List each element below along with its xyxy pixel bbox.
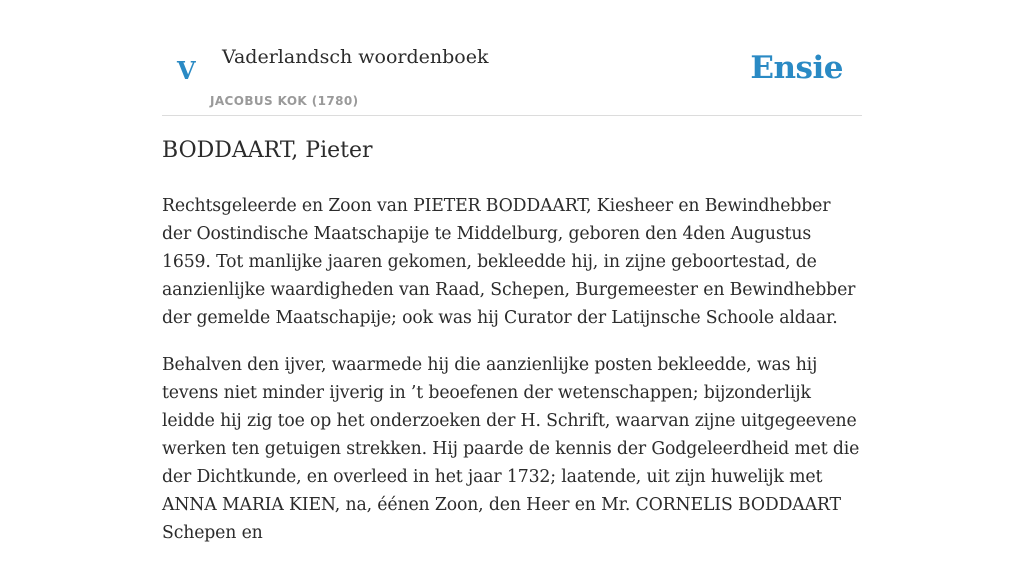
book-author: JACOBUS KOK (1780) <box>210 94 359 108</box>
ensie-logo-link[interactable]: Ensie <box>750 50 843 86</box>
page <box>162 0 862 543</box>
header <box>162 0 862 116</box>
entry-body <box>162 192 862 566</box>
letter-index-link[interactable]: V <box>177 56 196 85</box>
entry-title: BODDAART, Pieter <box>162 138 373 163</box>
entry-paragraph: Rechtsgeleerde en Zoon van PIETER BODDAART, Kiesheer en Bewindhebber der Oostindische Maatschapije te Middelburg, geboren den 4den Augustus 1659. Tot manlijke jaaren gekomen, bekleedde hij, in zijne geboortestad, de aanzienlijke waardigheden van Raad, Schepen, Burgemeester en Bewindhebber der gemelde Maatschapije; ook was hij Curator der Latijnsche Schoole aldaar. <box>162 196 856 328</box>
book-title-link[interactable]: Vaderlandsch woordenboek <box>222 46 489 68</box>
entry-paragraph: Behalven den ijver, waarmede hij die aanzienlijke posten bekleedde, was hij tevens niet minder ijverig in ’t beoefenen der wetenschappen; bijzonderlijk leidde hij zig toe op het onderzoeken der H. Schrift, waarvan zijne uitgegeevene werken ten getuigen strekken. Hij paarde de kennis der Godgeleerdheid met die der Dichtkunde, en overleed in het jaar 1732; laatende, uit zijn huwelijk met ANNA MARIA KIEN, na, éénen Zoon, den Heer en Mr. CORNELIS BODDAART Schepen en <box>162 355 860 543</box>
